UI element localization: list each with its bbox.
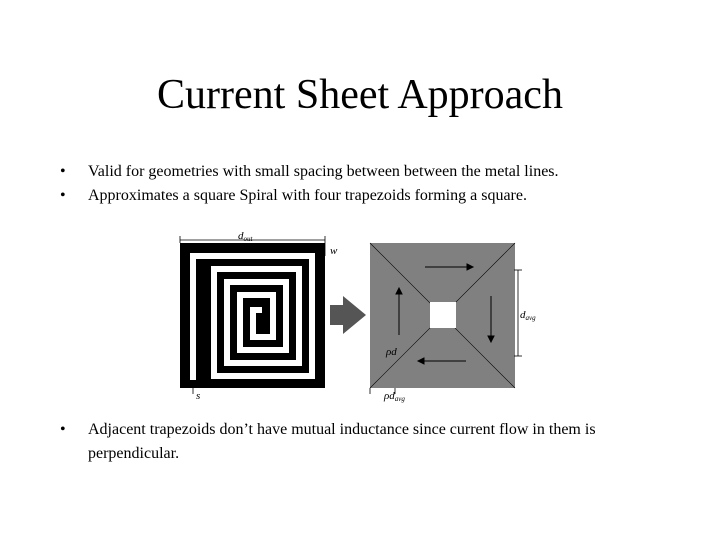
bullet-list-bottom (60, 418, 680, 466)
bullet-marker: • (60, 421, 66, 438)
bullet-text: Approximates a square Spiral with four trapezoids forming a square. (88, 187, 527, 204)
bullet-marker: • (60, 163, 66, 180)
bullet-item (60, 418, 680, 466)
d-out-label: dout (238, 230, 253, 243)
square-spiral (180, 243, 325, 388)
d-avg-label: davg (520, 309, 536, 322)
center-square (430, 302, 456, 328)
rho-d-label: ρd (386, 346, 397, 358)
w-label: w (330, 245, 338, 257)
slide-title: Current Sheet Approach (157, 72, 563, 118)
transform-arrow-icon (330, 296, 366, 334)
bullet-text: Adjacent trapezoids don’t have mutual inductance since current flow in them is perpendicular. (88, 421, 596, 462)
bullet-text: Valid for geometries with small spacing between between the metal lines. (88, 163, 559, 180)
current-sheet-square (370, 243, 515, 388)
bullet-marker: • (60, 187, 66, 204)
rho-d-avg-label: ρdavg (384, 390, 405, 403)
s-label: s (196, 390, 201, 402)
